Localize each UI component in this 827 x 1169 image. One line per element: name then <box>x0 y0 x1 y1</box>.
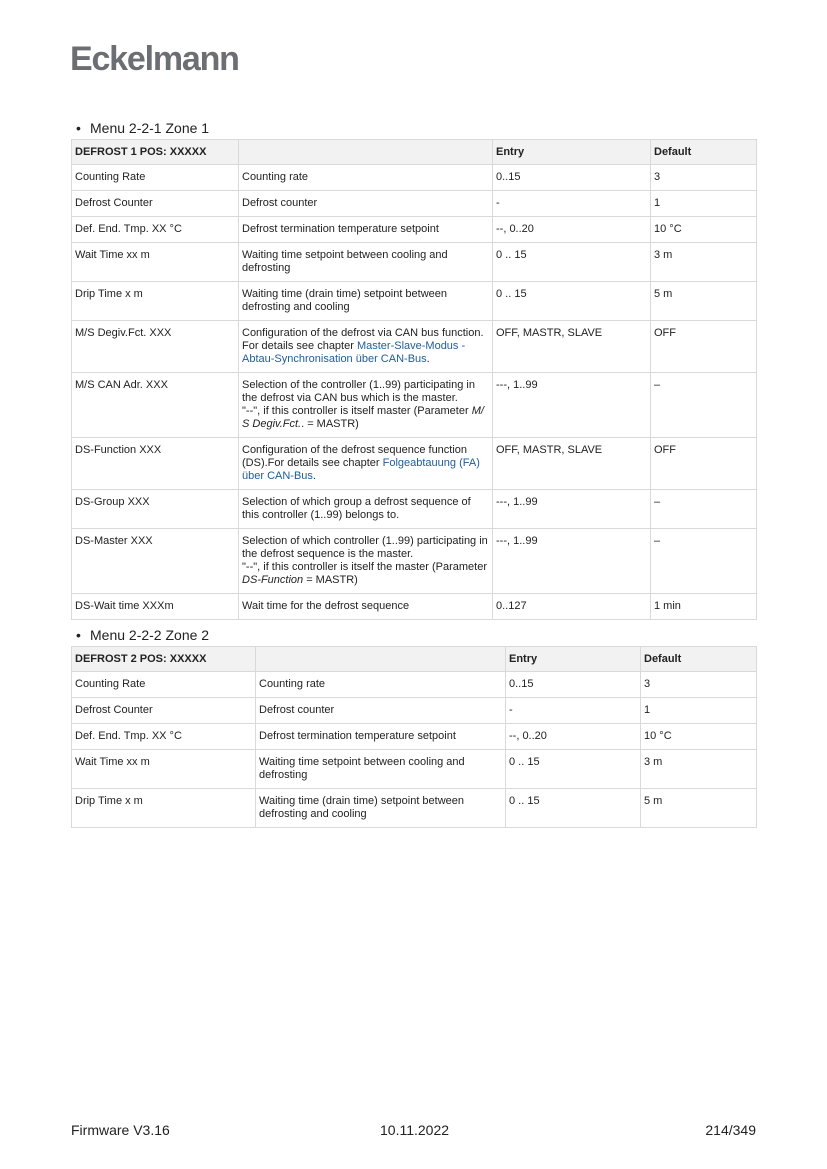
footer-date: 10.11.2022 <box>380 1122 450 1138</box>
header-entry: Entry <box>493 140 651 165</box>
description-text: Selection of which controller (1..99) participating in the defrost sequence is the master. <box>242 535 488 560</box>
param-description <box>239 529 493 594</box>
param-entry: 0 .. 15 <box>506 789 641 828</box>
param-description: Waiting time setpoint between cooling and defrosting <box>239 243 493 282</box>
param-default: – <box>651 529 757 594</box>
description-text: . <box>312 470 316 482</box>
param-default: 3 <box>641 672 757 698</box>
table-row <box>72 789 757 828</box>
param-description: Waiting time setpoint between cooling and defrosting <box>256 750 506 789</box>
table-row <box>72 750 757 789</box>
param-description: Defrost counter <box>256 698 506 724</box>
param-description: Counting rate <box>239 165 493 191</box>
bullet-icon: • <box>76 627 81 643</box>
bullet-icon: • <box>76 120 81 136</box>
description-text: = MASTR) <box>303 574 358 586</box>
table-row <box>72 321 757 373</box>
param-entry: - <box>493 191 651 217</box>
table-row <box>72 438 757 490</box>
table-row <box>72 191 757 217</box>
zone1-heading <box>76 120 209 136</box>
param-name: Def. End. Tmp. XX °C <box>72 217 239 243</box>
table-row <box>72 490 757 529</box>
table-row <box>72 217 757 243</box>
param-default: 5 m <box>641 789 757 828</box>
parameter-reference: M/ S Degiv.Fct. <box>242 405 484 430</box>
description-text: Selection of the controller (1..99) participating in the defrost via CAN bus which is the master. <box>242 379 475 404</box>
param-entry: OFF, MASTR, SLAVE <box>493 321 651 373</box>
param-default: OFF <box>651 438 757 490</box>
param-name: Counting Rate <box>72 165 239 191</box>
param-description: Selection of which group a defrost sequence of this controller (1..99) belongs to. <box>239 490 493 529</box>
zone2-heading <box>76 627 209 643</box>
table-row <box>72 282 757 321</box>
param-description: Wait time for the defrost sequence <box>239 594 493 620</box>
param-default: 3 m <box>641 750 757 789</box>
param-name: Drip Time x m <box>72 789 256 828</box>
param-entry: --, 0..20 <box>506 724 641 750</box>
table-header-row <box>72 647 757 672</box>
zone2-parameter-table <box>71 646 757 828</box>
param-description <box>239 321 493 373</box>
zone1-heading-text: Menu 2-2-1 Zone 1 <box>90 120 210 136</box>
header-entry: Entry <box>506 647 641 672</box>
header-parameter: DEFROST 2 POS: XXXXX <box>72 647 256 672</box>
param-default: 3 <box>651 165 757 191</box>
param-description <box>239 438 493 490</box>
param-name: DS-Group XXX <box>72 490 239 529</box>
footer-page-number: 214/349 <box>705 1122 756 1138</box>
header-description <box>239 140 493 165</box>
param-name: M/S Degiv.Fct. XXX <box>72 321 239 373</box>
param-description: Defrost counter <box>239 191 493 217</box>
header-parameter: DEFROST 1 POS: XXXXX <box>72 140 239 165</box>
table-header-row <box>72 140 757 165</box>
param-default: 1 min <box>651 594 757 620</box>
param-default: 1 <box>641 698 757 724</box>
param-default: – <box>651 373 757 438</box>
table-row <box>72 672 757 698</box>
param-default: OFF <box>651 321 757 373</box>
table-row <box>72 165 757 191</box>
footer-firmware: Firmware V3.16 <box>71 1122 170 1138</box>
param-entry: 0..15 <box>506 672 641 698</box>
param-entry: 0..127 <box>493 594 651 620</box>
param-name: DS-Wait time XXXm <box>72 594 239 620</box>
param-entry: ---, 1..99 <box>493 529 651 594</box>
param-entry: 0..15 <box>493 165 651 191</box>
param-name: DS-Function XXX <box>72 438 239 490</box>
zone2-heading-text: Menu 2-2-2 Zone 2 <box>90 627 210 643</box>
table-row <box>72 594 757 620</box>
param-default: 3 m <box>651 243 757 282</box>
table-row <box>72 698 757 724</box>
header-default: Default <box>641 647 757 672</box>
param-default: 10 °C <box>641 724 757 750</box>
param-entry: 0 .. 15 <box>506 750 641 789</box>
param-description: Waiting time (drain time) setpoint between defrosting and cooling <box>239 282 493 321</box>
param-name: Drip Time x m <box>72 282 239 321</box>
param-name: Defrost Counter <box>72 698 256 724</box>
param-name: Counting Rate <box>72 672 256 698</box>
param-name: DS-Master XXX <box>72 529 239 594</box>
param-description: Defrost termination temperature setpoint <box>256 724 506 750</box>
param-description <box>239 373 493 438</box>
param-entry: 0 .. 15 <box>493 282 651 321</box>
table-row <box>72 724 757 750</box>
description-text: "--", if this controller is itself master (Parameter <box>242 405 472 417</box>
description-text: . <box>426 353 430 365</box>
param-name: Def. End. Tmp. XX °C <box>72 724 256 750</box>
param-entry: ---, 1..99 <box>493 373 651 438</box>
company-logo: Eckelmann <box>70 40 239 78</box>
description-text: . = MASTR) <box>301 418 359 430</box>
param-default: 1 <box>651 191 757 217</box>
param-default: 10 °C <box>651 217 757 243</box>
description-text: Configuration of the defrost via CAN bus function. For details see chapter <box>242 327 484 352</box>
param-name: Wait Time xx m <box>72 750 256 789</box>
chapter-link-folgeabtauung[interactable]: Folgeabtauung (FA) über CAN-Bus <box>242 457 480 482</box>
param-name: Defrost Counter <box>72 191 239 217</box>
param-name: M/S CAN Adr. XXX <box>72 373 239 438</box>
param-description: Counting rate <box>256 672 506 698</box>
param-default: 5 m <box>651 282 757 321</box>
description-text: "--", if this controller is itself the master (Parameter <box>242 561 487 573</box>
header-default: Default <box>651 140 757 165</box>
description-text: Configuration of the defrost sequence function (DS).For details see chapter <box>242 444 468 469</box>
param-entry: 0 .. 15 <box>493 243 651 282</box>
param-entry: - <box>506 698 641 724</box>
param-entry: ---, 1..99 <box>493 490 651 529</box>
table-row <box>72 373 757 438</box>
chapter-link-master-slave[interactable]: Master-Slave-Modus - Abtau-Synchronisation über CAN-Bus <box>242 340 466 365</box>
param-entry: OFF, MASTR, SLAVE <box>493 438 651 490</box>
parameter-reference: DS-Function <box>242 574 304 586</box>
param-name: Wait Time xx m <box>72 243 239 282</box>
param-description: Waiting time (drain time) setpoint between defrosting and cooling <box>256 789 506 828</box>
table-row <box>72 529 757 594</box>
param-default: – <box>651 490 757 529</box>
param-description: Defrost termination temperature setpoint <box>239 217 493 243</box>
param-entry: --, 0..20 <box>493 217 651 243</box>
header-description <box>256 647 506 672</box>
zone1-parameter-table <box>71 139 757 620</box>
table-row <box>72 243 757 282</box>
